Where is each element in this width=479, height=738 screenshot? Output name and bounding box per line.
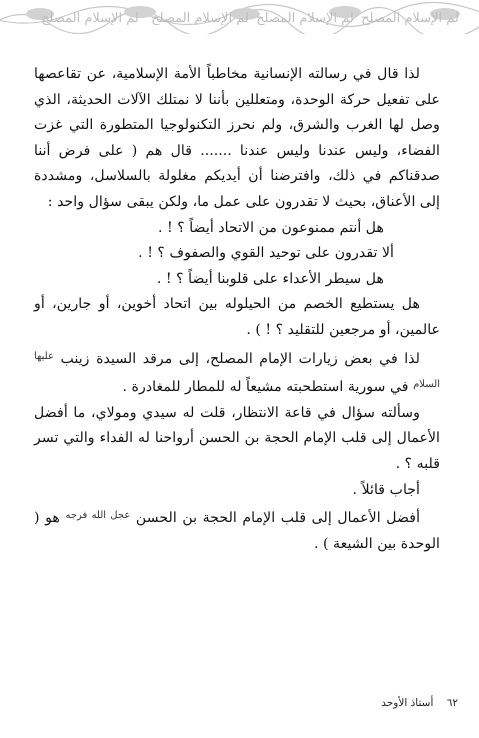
page-number: ٦٢ (446, 697, 458, 709)
page-body (34, 62, 440, 557)
paragraph-visit-text: لذا في بعض زيارات الإمام المصلح، إلى مرقد السيدة زينب (60, 350, 421, 367)
header-motto-2: لم الإسلام المصلح (151, 11, 249, 26)
paragraph-visit-rest: في سورية استطحبته مشيعاً له للمطار للمغادرة . (122, 379, 409, 396)
paragraph-letter: لذا قال في رسالته الإنسانية مخاطباً الأمة الإسلامية، عن تقاعصها على تفعيل حركة الوحدة، ومتعللين بأننا لا نمتلك الآلات الحديثة، الذي وصل لها الغرب والشرق، ولم نحرز التكنولوجيا المتطورة التي غزت الفضاء، وليس عندنا وليس عندنا ....... قال هم ( على فرض أننا صدقناكم في ذلك، وافترضنا أن أيديكم مغلولة بالسلاسل، ومشددة إلى الأعناق، بحيث لا تقدرون على عمل ما، ولكن يبقى سؤال واحد : (34, 66, 440, 210)
paragraph-answer-b: هو ( الوحدة بين الشيعة ) . (34, 510, 440, 552)
header-motto-3: لم الإسلام المصلح (256, 11, 354, 26)
honorific-zainab: عليها السلام (34, 350, 440, 391)
honorific-imam: عجل الله فرجه (65, 510, 131, 522)
paragraph-question: وسألته سؤال في قاعة الانتظار، قلت له سيدي ومولاي، ما أفضل الأعمال إلى قلب الإمام الحجة بن الحسن أرواحنا له الفداء والتي تسر قلبه ؟ . (34, 404, 440, 472)
header-motto-4: لم الإسلام المصلح (361, 11, 459, 26)
paragraph-answer-a: أفضل الأعمال إلى قلب الإمام الحجة بن الحسن (135, 510, 421, 527)
question-2: ألا تقدرون على توحيد القوي والصفوف ؟ ! . (138, 245, 394, 262)
page-footer (338, 697, 458, 709)
paragraph-visit (34, 344, 440, 401)
book-title: أستاذ الأوحد (381, 697, 434, 709)
paragraph-answer-intro: أجاب قائلاً . (352, 481, 420, 498)
header-motto-1: لم الإسلام المصلح (41, 11, 139, 26)
calligraphy-pattern-icon (0, 0, 479, 34)
question-1: هل أنتم ممنوعون من الاتحاد أيضاً ؟ ! . (158, 219, 384, 236)
question-3: هل سيطر الأعداء على قلوبنا أيضاً ؟ ! . (156, 270, 384, 287)
paragraph-answer (34, 503, 440, 557)
question-4: هل يستطيع الخصم من الحيلوله بين اتحاد أخوين، أو جارين، أو عالمين، أو مرجعين للتقليد ؟ ! ) . (34, 296, 440, 338)
decorative-header-band (0, 0, 479, 34)
